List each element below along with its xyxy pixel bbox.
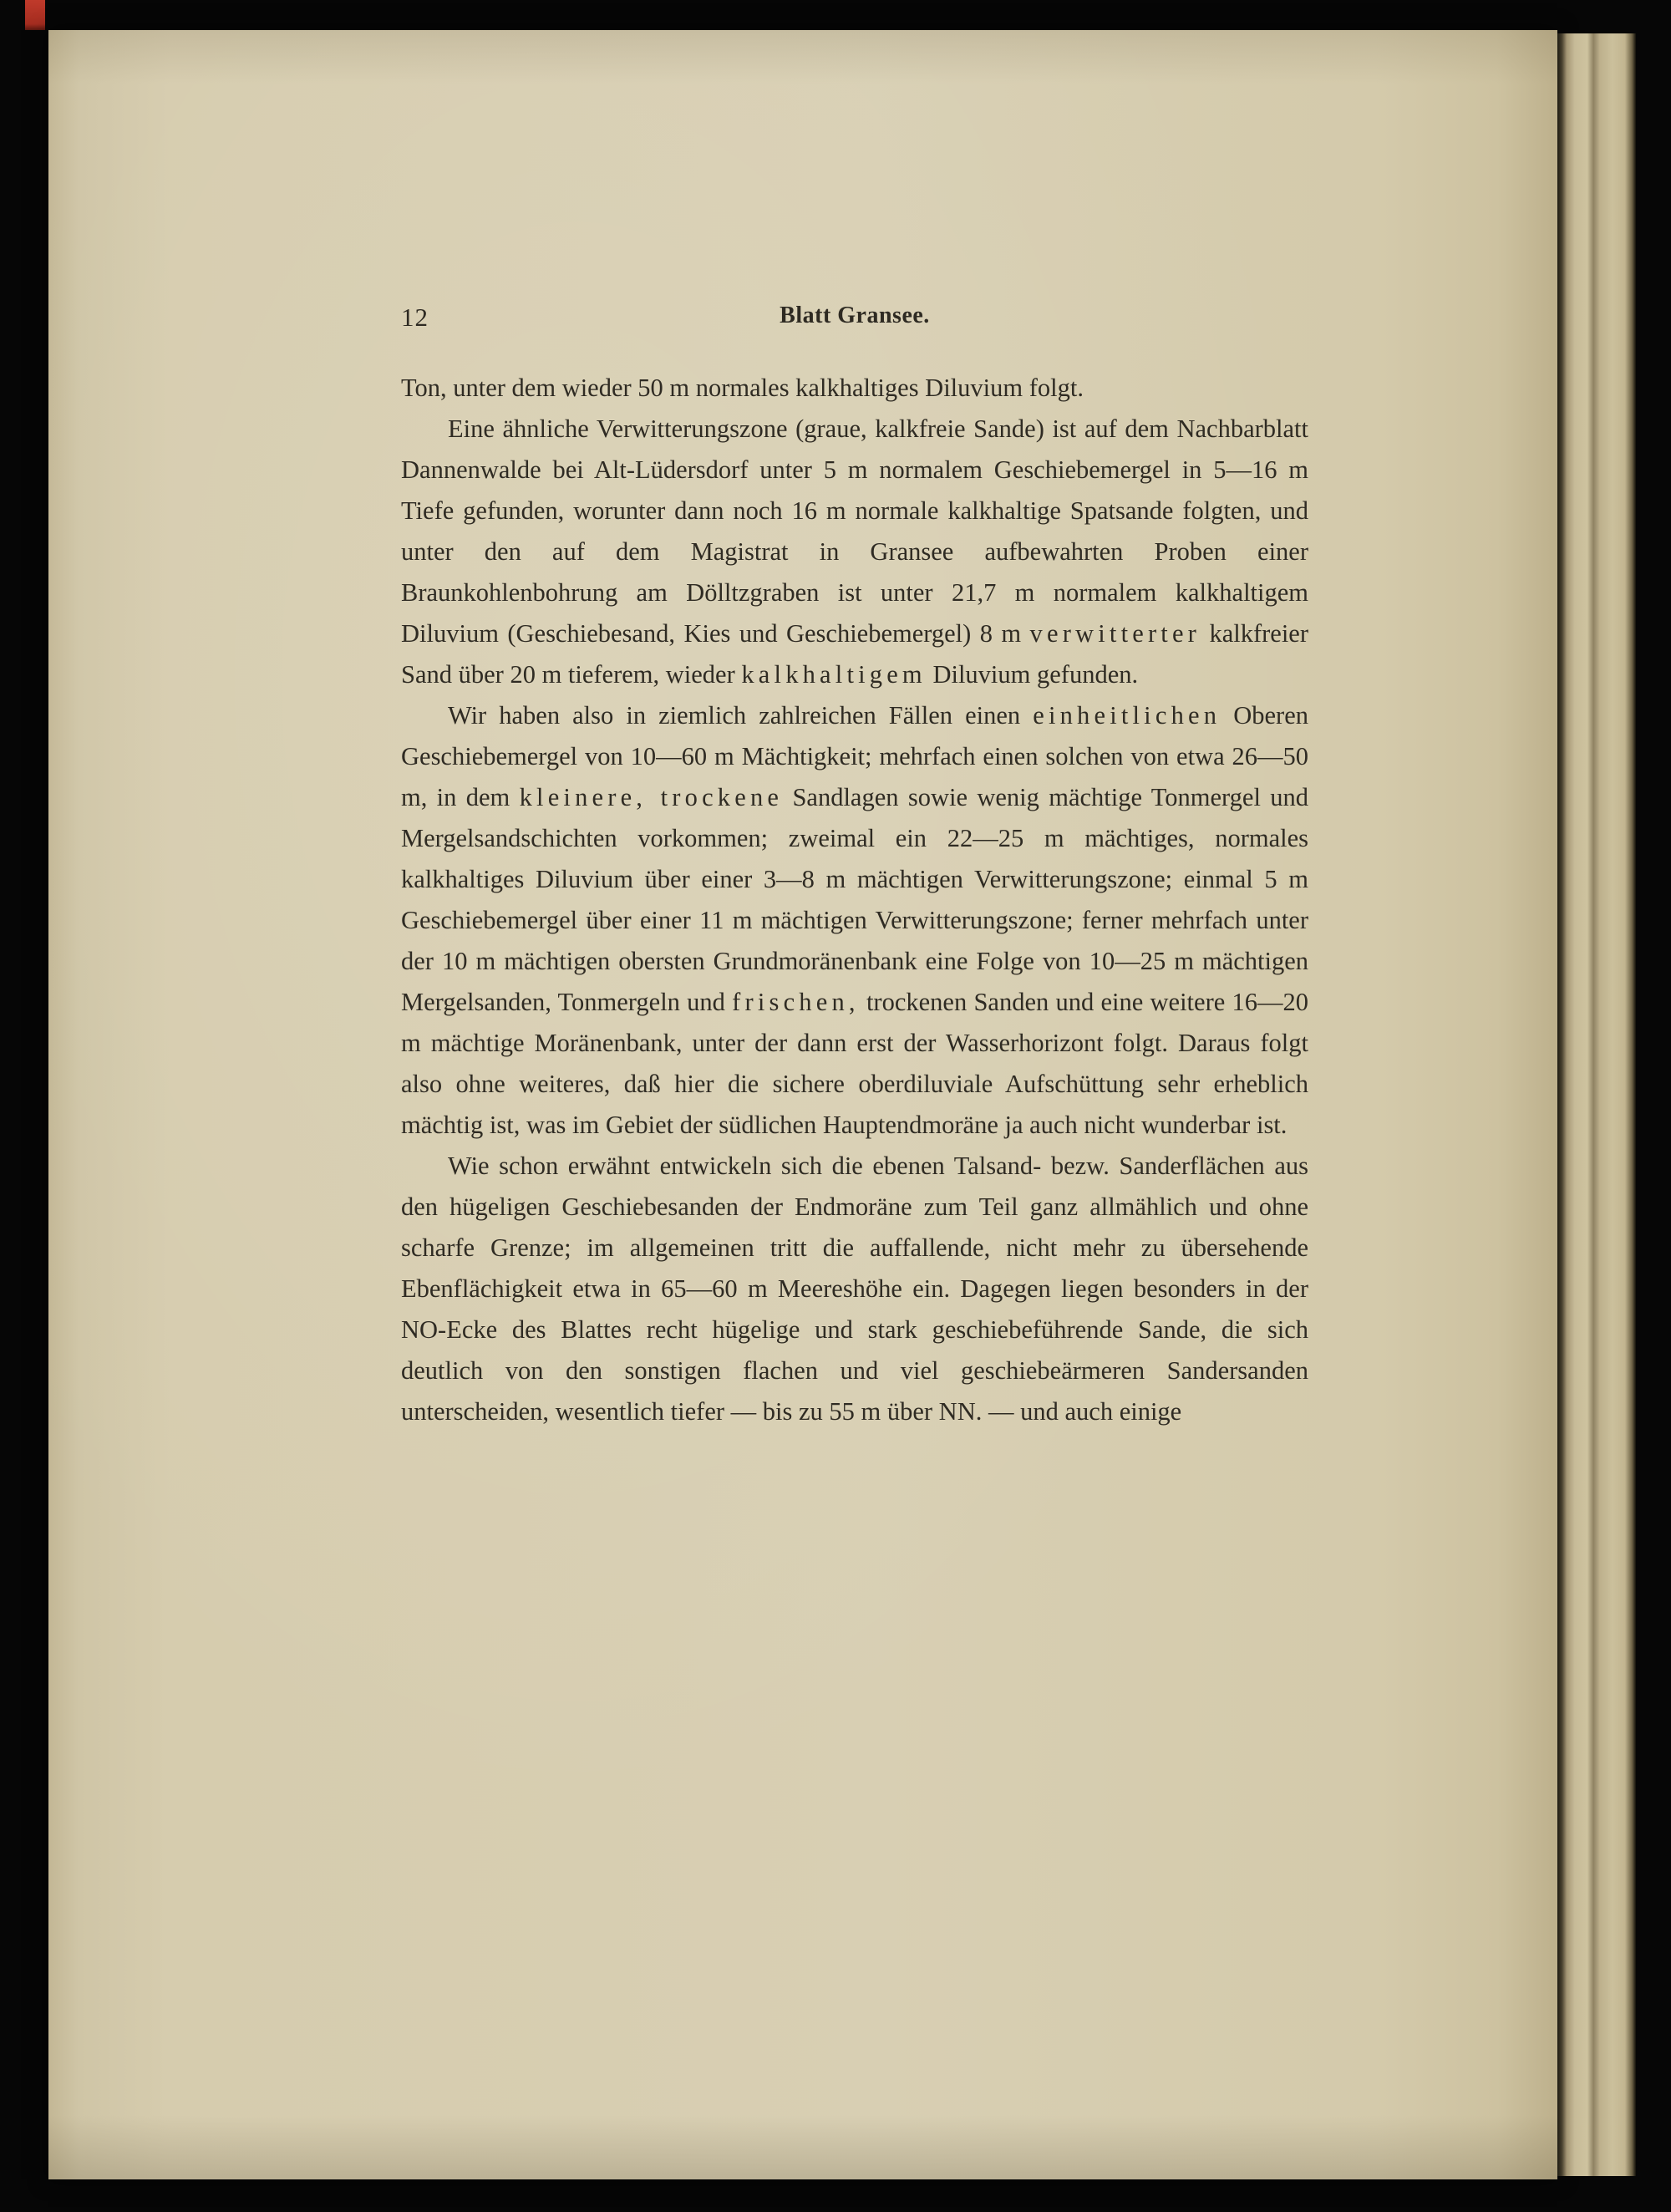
text-segment: Wie schon erwähnt entwickeln sich die ebenen Talsand- bezw. Sanderflächen aus den hügeligen Geschiebesanden der Endmoräne zum Teil ganz allmählich und ohne scharfe Grenze; im allgemeinen tritt die auffallende, nicht mehr zu übersehende Ebenflächigkeit etwa in 65—60 m Meereshöhe ein. Dagegen liegen besonders in der NO-Ecke des Blattes recht hügelige und stark geschiebeführende Sande, die sich deutlich von den sonstigen flachen und viel geschiebeärmeren Sandersanden unterscheiden, wesentlich tiefer — bis zu 55 m über NN. — und auch einige: [401, 1152, 1308, 1426]
running-head: [401, 303, 1308, 333]
text-segment: Ton, unter dem wieder 50 m normales kalkhaltiges Diluvium folgt.: [401, 374, 1084, 402]
letterspaced-text: kleinere, trockene: [519, 783, 784, 811]
text-segment: Sandlagen sowie wenig mächtige Tonmergel und Mergelsandschichten vorkommen; zweimal ein 22—25 m mächtiges, normales kalkhaltiges Diluvium über einer 3—8 m mächtigen Verwitterungszone; einmal 5 m Geschiebemergel über einer 11 m mächtigen Verwitterungszone; ferner mehrfach unter der 10 m mächtigen obersten Grundmoränenbank eine Folge von 10—25 m mächtigen Mergelsanden, Tonmergeln und: [401, 783, 1309, 1016]
letterspaced-text: kalkhaltigem: [741, 660, 927, 689]
running-title: Blatt Gransee.: [780, 303, 930, 328]
paragraph: [401, 1146, 1308, 1432]
letterspaced-text: einheitlichen: [1033, 701, 1222, 730]
book-page: [48, 30, 1557, 2179]
red-bookmark-mark: [25, 0, 45, 30]
paragraph: [401, 409, 1308, 695]
letterspaced-text: verwitterter: [1029, 619, 1201, 648]
paragraph: [401, 695, 1308, 1146]
text-segment: Diluvium gefunden.: [926, 660, 1139, 689]
paragraph: [401, 368, 1308, 409]
text-segment: Eine ähnliche Verwitterungszone (graue, kalkfreie Sande) ist auf dem Nachbarblatt Dannenwalde bei Alt-Lüdersdorf unter 5 m normalem Geschiebemergel in 5—16 m Tiefe gefunden, worunter dann noch 16 m normale kalkhaltige Spatsande folgten, und unter den auf dem Magistrat in Gransee aufbewahrten Proben einer Braunkohlenbohrung am Dölltzgraben ist unter 21,7 m normalem kalkhaltigem Diluvium (Geschiebesand, Kies und Geschiebemergel) 8 m: [401, 414, 1308, 648]
text-segment: trockenen Sanden und eine weitere 16—20 m mächtige Moränenbank, unter der dann erst der Wasserhorizont folgt. Daraus folgt also ohne weiteres, daß hier die sichere oberdiluviale Aufschüttung sehr erheblich mächtig ist, was im Gebiet der südlichen Hauptendmoräne ja auch nicht wunderbar ist.: [401, 988, 1309, 1139]
letterspaced-text: frischen,: [732, 988, 860, 1016]
adjacent-page-edge: [1557, 33, 1636, 2176]
text-block: [401, 368, 1308, 1432]
text-segment: kalkfreier Sand über 20 m tieferem, wieder: [401, 619, 1308, 689]
text-segment: Wir haben also in ziemlich zahlreichen Fällen einen: [448, 701, 1034, 730]
page-number: 12: [401, 303, 429, 332]
text-segment: Oberen Geschiebemergel von 10—60 m Mächtigkeit; mehrfach einen solchen von etwa 26—50 m, in dem: [401, 701, 1308, 811]
